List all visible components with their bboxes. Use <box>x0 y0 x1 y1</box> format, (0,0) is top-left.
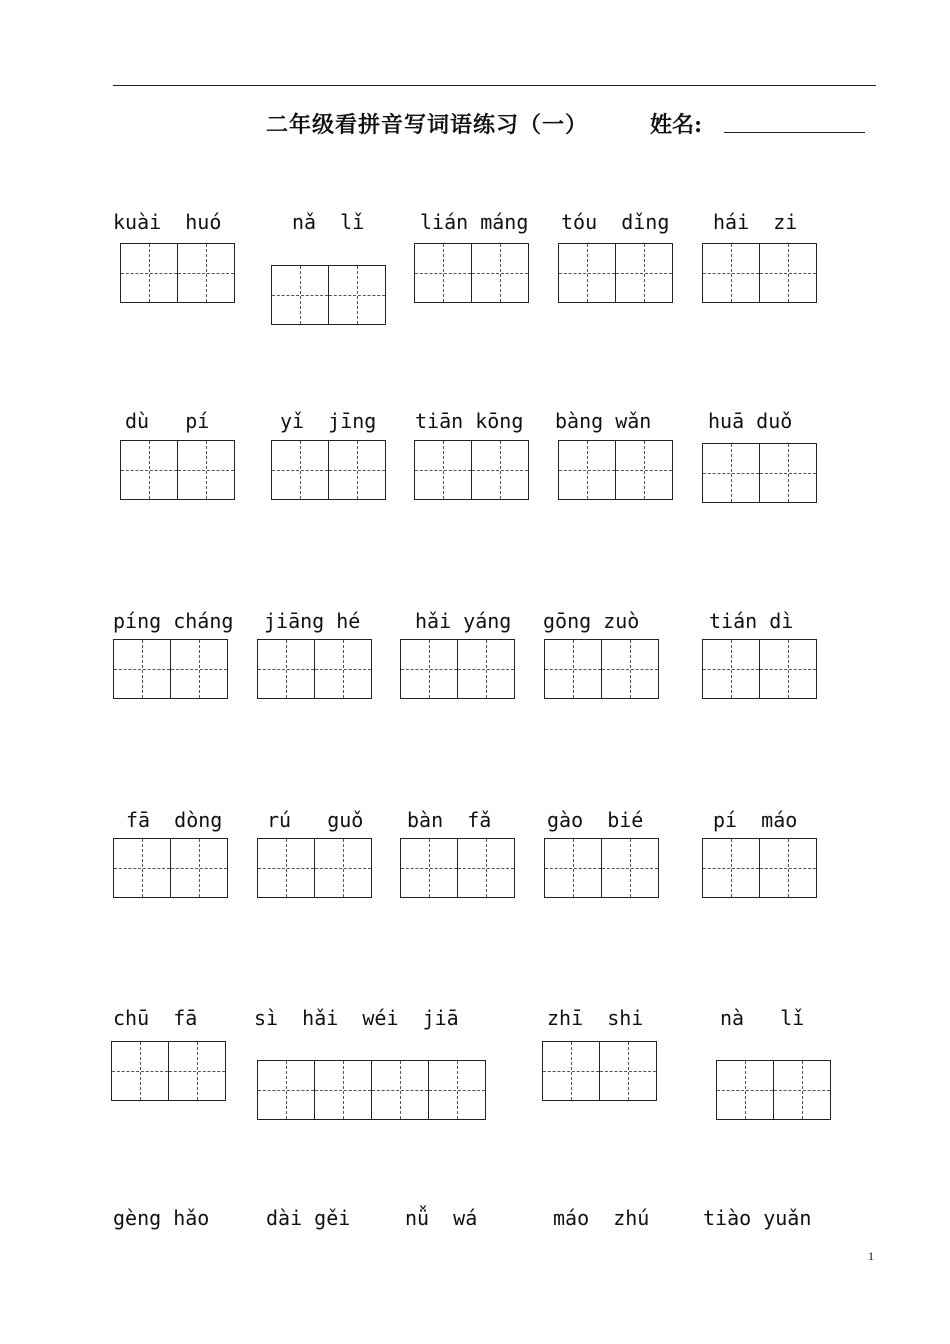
tian-grid-box[interactable] <box>716 1060 831 1120</box>
pinyin-label: hǎi yáng <box>415 609 512 633</box>
tian-grid-box[interactable] <box>271 265 386 325</box>
grid-cell[interactable] <box>315 838 372 898</box>
grid-cell[interactable] <box>272 265 329 325</box>
page-number: 1 <box>868 1249 874 1263</box>
grid-cell[interactable] <box>114 639 171 699</box>
grid-cell[interactable] <box>112 1041 169 1101</box>
tian-grid-box[interactable] <box>113 639 228 699</box>
pinyin-label: dù pí <box>125 409 210 433</box>
tian-grid-box[interactable] <box>257 639 372 699</box>
grid-cell[interactable] <box>258 1060 315 1120</box>
tian-grid-box[interactable] <box>544 639 659 699</box>
grid-cell[interactable] <box>401 639 458 699</box>
tian-grid-box[interactable] <box>400 838 515 898</box>
pinyin-label: jiāng hé <box>264 609 361 633</box>
grid-cell[interactable] <box>717 1060 774 1120</box>
grid-cell[interactable] <box>545 639 602 699</box>
grid-cell[interactable] <box>315 639 372 699</box>
tian-grid-box[interactable] <box>400 639 515 699</box>
grid-cell[interactable] <box>472 440 529 500</box>
pinyin-label: nǚ wá <box>405 1206 478 1230</box>
pinyin-label: lián máng <box>420 210 529 234</box>
tian-grid-box[interactable] <box>702 639 817 699</box>
pinyin-label: gōng zuò <box>543 609 640 633</box>
tian-grid-box[interactable] <box>113 838 228 898</box>
pinyin-label: hái zi <box>713 210 798 234</box>
grid-cell[interactable] <box>315 1060 372 1120</box>
pinyin-label: gèng hǎo <box>113 1206 210 1230</box>
grid-cell[interactable] <box>703 639 760 699</box>
name-blank-line[interactable] <box>724 132 865 133</box>
pinyin-label: sì hǎi wéi jiā <box>254 1006 459 1030</box>
grid-cell[interactable] <box>178 243 235 303</box>
grid-cell[interactable] <box>429 1060 486 1120</box>
pinyin-label: máo zhú <box>553 1206 650 1230</box>
grid-cell[interactable] <box>543 1041 600 1101</box>
name-label: 姓名: <box>650 112 703 138</box>
tian-grid-box[interactable] <box>558 440 673 500</box>
pinyin-label: gào bié <box>547 808 644 832</box>
pinyin-label: zhī shi <box>547 1006 644 1030</box>
pinyin-label: tóu dǐng <box>561 210 670 234</box>
pinyin-label: dài gěi <box>266 1206 351 1230</box>
grid-cell[interactable] <box>472 243 529 303</box>
pinyin-label: tiào yuǎn <box>703 1206 812 1230</box>
tian-grid-box[interactable] <box>558 243 673 303</box>
pinyin-label: tián dì <box>709 609 794 633</box>
grid-cell[interactable] <box>121 243 178 303</box>
tian-grid-box[interactable] <box>271 440 386 500</box>
tian-grid-box[interactable] <box>120 440 235 500</box>
grid-cell[interactable] <box>774 1060 831 1120</box>
tian-grid-box[interactable] <box>544 838 659 898</box>
tian-grid-box[interactable] <box>414 440 529 500</box>
grid-cell[interactable] <box>458 838 515 898</box>
pinyin-label: huā duǒ <box>708 409 793 433</box>
pinyin-label: pí máo <box>713 808 798 832</box>
grid-cell[interactable] <box>372 1060 429 1120</box>
worksheet-title: 二年级看拼音写词语练习（一） <box>266 112 589 138</box>
grid-cell[interactable] <box>559 243 616 303</box>
grid-cell[interactable] <box>602 639 659 699</box>
pinyin-label: fā dòng <box>126 808 223 832</box>
grid-cell[interactable] <box>121 440 178 500</box>
grid-cell[interactable] <box>760 639 817 699</box>
grid-cell[interactable] <box>602 838 659 898</box>
pinyin-label: nǎ lǐ <box>292 210 365 234</box>
tian-grid-box[interactable] <box>111 1041 226 1101</box>
grid-cell[interactable] <box>329 265 386 325</box>
grid-cell[interactable] <box>760 443 817 503</box>
tian-grid-box[interactable] <box>414 243 529 303</box>
grid-cell[interactable] <box>415 440 472 500</box>
grid-cell[interactable] <box>169 1041 226 1101</box>
grid-cell[interactable] <box>415 243 472 303</box>
grid-cell[interactable] <box>258 838 315 898</box>
pinyin-label: bàn fǎ <box>407 808 492 832</box>
grid-cell[interactable] <box>600 1041 657 1101</box>
grid-cell[interactable] <box>329 440 386 500</box>
pinyin-label: tiān kōng <box>415 409 524 433</box>
grid-cell[interactable] <box>760 838 817 898</box>
pinyin-label: chū fā <box>113 1006 198 1030</box>
grid-cell[interactable] <box>703 838 760 898</box>
pinyin-label: bàng wǎn <box>555 409 652 433</box>
grid-cell[interactable] <box>171 838 228 898</box>
grid-cell[interactable] <box>171 639 228 699</box>
tian-grid-box[interactable] <box>702 443 817 503</box>
tian-grid-box[interactable] <box>120 243 235 303</box>
tian-grid-box[interactable] <box>542 1041 657 1101</box>
grid-cell[interactable] <box>458 639 515 699</box>
grid-cell[interactable] <box>703 243 760 303</box>
grid-cell[interactable] <box>178 440 235 500</box>
grid-cell[interactable] <box>703 443 760 503</box>
pinyin-label: rú guǒ <box>267 808 364 832</box>
grid-cell[interactable] <box>545 838 602 898</box>
grid-cell[interactable] <box>760 243 817 303</box>
tian-grid-box[interactable] <box>702 838 817 898</box>
grid-cell[interactable] <box>616 243 673 303</box>
pinyin-label: kuài huó <box>113 210 222 234</box>
header-rule <box>113 85 876 86</box>
tian-grid-box-4[interactable] <box>257 1060 486 1120</box>
pinyin-label: yǐ jīng <box>280 409 377 433</box>
pinyin-label: nà lǐ <box>720 1006 805 1030</box>
grid-cell[interactable] <box>272 440 329 500</box>
tian-grid-box[interactable] <box>702 243 817 303</box>
grid-cell[interactable] <box>258 639 315 699</box>
grid-cell[interactable] <box>114 838 171 898</box>
tian-grid-box[interactable] <box>257 838 372 898</box>
grid-cell[interactable] <box>559 440 616 500</box>
grid-cell[interactable] <box>616 440 673 500</box>
grid-cell[interactable] <box>401 838 458 898</box>
pinyin-label: píng cháng <box>113 609 234 633</box>
